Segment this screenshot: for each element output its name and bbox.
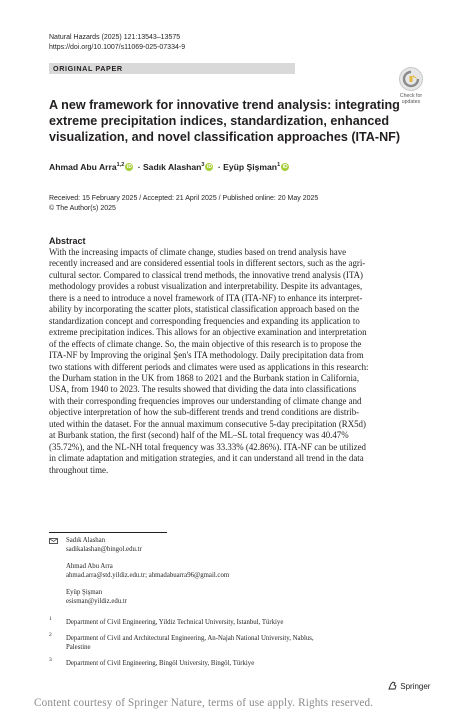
orcid-icon[interactable]: iD: [282, 164, 288, 171]
author-name[interactable]: Ahmad Abu Arra: [49, 162, 117, 172]
affiliation-line: Department of Civil Engineering, Bingöl University, Bingöl, Türkiye: [66, 660, 255, 667]
orcid-icon[interactable]: iD: [126, 164, 132, 171]
contact-entry: [66, 588, 127, 606]
abstract-heading: Abstract: [49, 236, 86, 246]
abstract-line: uted within the dataset. For the annual maximum consecutive 5-day precipitation (RX5d): [49, 418, 366, 429]
contact-entry: [66, 562, 229, 580]
author-affiliation: 1,2: [116, 162, 125, 169]
abstract-line: USA, from 1940 to 2023. The results showed that dividing the data into classifications: [49, 384, 357, 395]
affiliation-line: Palestine: [66, 644, 91, 651]
abstract-body: [49, 247, 425, 476]
abstract-line: cultural sector. Compared to classical trend methods, the innovative trend analysis (ITA): [49, 269, 364, 280]
footer-notice: Content courtesy of Springer Nature, terms of use apply. Rights reserved.: [34, 697, 374, 709]
abstract-line: throughout time.: [49, 464, 109, 475]
publisher-name: Springer: [400, 682, 431, 691]
springer-horse-icon: [388, 681, 398, 690]
article-type-label: ORIGINAL PAPER: [53, 64, 123, 73]
author-list: Ahmad Abu Arra$^{1,2}$ iD · Sadık Alashan$^3$ iD · Eyüp Şişman$^1$ iD: [49, 162, 288, 172]
affiliation-number: 2: [49, 632, 52, 638]
author-affiliation: 3: [201, 162, 205, 169]
publisher-logo: [388, 681, 430, 691]
abstract-line: recently increased and are considered essential tools in different sectors, such as the agri-: [49, 258, 366, 269]
affiliation: [66, 634, 386, 652]
paper-title: A new framework for innovative trend analysis: integrating extreme precipitation indices, standardization, enhanced visualization, and novel classification approaches (ITA-NF): [49, 98, 401, 144]
abstract-line: in climate adaptation and mitigation strategies, and it can understand all trend in the data: [49, 453, 364, 464]
author-name[interactable]: Eyüp Şişman: [223, 162, 278, 172]
abstract-line: extreme precipitation indices. This allows for an objective examination and interpretation: [49, 327, 367, 338]
affiliation-number: 3: [49, 657, 52, 663]
badge-line-2: updates: [401, 99, 421, 105]
contact-name: Sadık Alashan: [66, 537, 106, 544]
abstract-line: ability by incorporating the scatter plots, statistical classification approach based on the: [49, 304, 360, 315]
abstract-line: With the increasing impacts of climate change, studies based on trend analysis have: [49, 247, 347, 257]
affiliation-line: Department of Civil Engineering, Yildiz Technical University, Istanbul, Türkiye: [66, 619, 284, 626]
author-name[interactable]: Sadık Alashan: [142, 162, 202, 172]
contact-email[interactable]: sadikalashan@bingol.edu.tr: [66, 546, 142, 553]
abstract-line: with their corresponding frequencies improves our understanding of climate change and: [49, 395, 362, 406]
abstract-line: there is a need to introduce a novel framework of ITA (ITA-NF) to enhance its interpret-: [49, 292, 363, 303]
contact-name: Ahmad Abu Arra: [66, 563, 113, 570]
affiliation-line: Department of Civil and Architectural Engineering, An-Najah National University, Nablus,: [66, 635, 314, 642]
copyright-line: © The Author(s) 2025: [49, 205, 116, 212]
abstract-line: standardization concept and corresponding frequencies and expanding its application to: [49, 315, 360, 326]
history-dates: Received: 15 February 2025 / Accepted: 21 April 2025 / Published online: 20 May 2025: [49, 195, 319, 202]
abstract-line: two stations with different periods and climates were used as applications in this research:: [49, 361, 369, 372]
journal-citation: Natural Hazards (2025) 121:13543–13575: [49, 34, 181, 41]
affiliation-number: 1: [49, 616, 52, 622]
orcid-icon[interactable]: iD: [206, 164, 212, 171]
abstract-line: of the effects of climate change. So, the main objective of this research is to propose the: [49, 338, 362, 349]
contact-email[interactable]: ahmad.arra@std.yildiz.edu.tr; ahmadabuarra96@gmail.com: [66, 572, 230, 579]
abstract-line: (35.72%), and the NL-NH total frequency was 33.33% (42.86%). ITA-NF can be utilized: [49, 441, 366, 452]
contact-entry: [66, 536, 142, 554]
abstract-line: at Burbank station, the first (second) half of the ML–SL total frequency was 40.47%: [49, 430, 349, 441]
author-affiliation: 1: [277, 162, 281, 169]
check-updates-icon: [399, 67, 423, 91]
abstract-line: ITA-NF by Improving the original Şen's ITA methodology. Daily precipitation data from: [49, 350, 364, 361]
abstract-line: objective interpretation of how the sub-different trends and trend conditions are distrib-: [49, 407, 360, 418]
doi-link[interactable]: https://doi.org/10.1007/s11069-025-07334-9: [49, 44, 186, 51]
envelope-icon: [49, 538, 58, 544]
affiliation: [66, 618, 386, 627]
contact-email[interactable]: esisman@yildiz.edu.tr: [66, 598, 127, 605]
badge-line-1: Check for: [399, 93, 423, 99]
publication-dates: [49, 194, 318, 214]
footnote-rule: [49, 532, 167, 533]
affiliation: [66, 659, 386, 668]
abstract-line: the Durham station in the UK from 1868 to 2021 and the Burbank station in California,: [49, 372, 360, 383]
abstract-line: methodology provides a robust visualization and interpretability. Despite its advantages,: [49, 281, 363, 292]
contact-name: Eyüp Şişman: [66, 589, 103, 596]
